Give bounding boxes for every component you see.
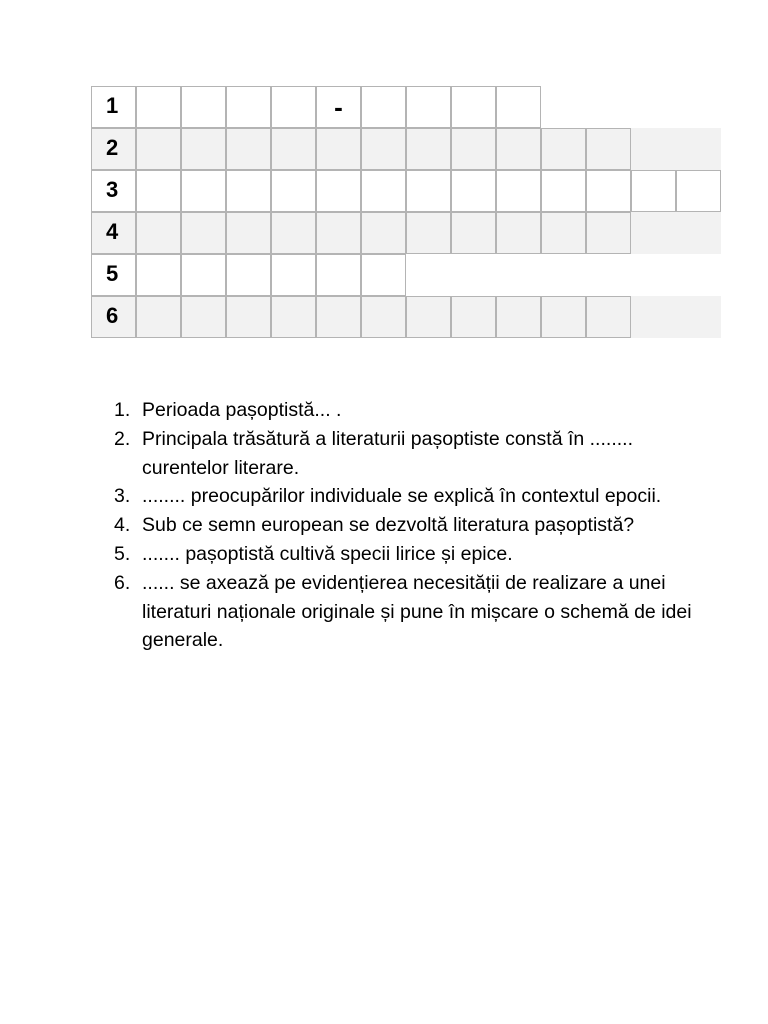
row-number: 6	[91, 296, 136, 338]
row-shading	[676, 128, 721, 170]
crossword-cell[interactable]	[361, 254, 406, 296]
row-shading	[676, 212, 721, 254]
row-number: 3	[91, 170, 136, 212]
clue-text: ....... pașoptistă cultivă specii lirice și epice.	[142, 542, 513, 565]
row-shading	[631, 296, 676, 338]
crossword-cell[interactable]	[451, 128, 496, 170]
clue-text: ...... se axează pe evidențierea necesității de realizare a unei literaturi naționale originale și pune în mișcare o schemă de idei generale.	[142, 571, 692, 652]
crossword-cell[interactable]	[676, 170, 721, 212]
crossword-cell[interactable]	[586, 296, 631, 338]
clue-item	[108, 569, 698, 655]
crossword-cell[interactable]	[451, 212, 496, 254]
crossword-cell[interactable]	[541, 170, 586, 212]
crossword-cell[interactable]	[226, 86, 271, 128]
clue-item	[108, 482, 698, 511]
crossword-cell[interactable]	[361, 86, 406, 128]
row-shading	[676, 296, 721, 338]
crossword-cell[interactable]	[181, 170, 226, 212]
crossword-cell[interactable]	[181, 212, 226, 254]
crossword-cell[interactable]	[406, 128, 451, 170]
row-number: 1	[91, 86, 136, 128]
crossword-cell[interactable]	[136, 86, 181, 128]
crossword-cell[interactable]	[541, 212, 586, 254]
crossword-cell[interactable]	[226, 296, 271, 338]
crossword-cell[interactable]	[181, 296, 226, 338]
crossword-cell[interactable]	[406, 296, 451, 338]
crossword-cell[interactable]	[181, 128, 226, 170]
crossword-cell[interactable]	[136, 254, 181, 296]
crossword-cell[interactable]	[496, 86, 541, 128]
crossword-cell[interactable]	[586, 128, 631, 170]
crossword-cell[interactable]	[181, 86, 226, 128]
clue-number: 4.	[114, 514, 131, 537]
crossword-cell[interactable]	[271, 212, 316, 254]
crossword-cell[interactable]	[181, 254, 226, 296]
crossword-cell[interactable]	[136, 212, 181, 254]
clue-number: 2.	[114, 427, 131, 450]
row-shading	[631, 212, 676, 254]
crossword-cell[interactable]	[271, 254, 316, 296]
crossword-cell[interactable]	[226, 212, 271, 254]
row-number: 5	[91, 254, 136, 296]
row-number: 4	[91, 212, 136, 254]
crossword-cell[interactable]	[271, 296, 316, 338]
clue-number: 5.	[114, 542, 131, 565]
clue-number: 6.	[114, 571, 131, 594]
crossword-cell[interactable]	[496, 212, 541, 254]
crossword-cell[interactable]	[226, 254, 271, 296]
crossword-cell[interactable]	[361, 128, 406, 170]
crossword-cell[interactable]	[361, 170, 406, 212]
crossword-cell[interactable]	[136, 296, 181, 338]
crossword-cell[interactable]	[316, 128, 361, 170]
crossword-cell[interactable]	[586, 212, 631, 254]
crossword-cell[interactable]	[226, 170, 271, 212]
crossword-cell[interactable]	[136, 170, 181, 212]
crossword-cell[interactable]	[496, 296, 541, 338]
crossword-cell[interactable]	[451, 296, 496, 338]
clue-item	[108, 425, 698, 483]
crossword-cell[interactable]	[541, 296, 586, 338]
clue-item	[108, 511, 698, 540]
clue-item	[108, 396, 698, 425]
crossword-cell[interactable]	[496, 170, 541, 212]
clue-text: Principala trăsătură a literaturii pașoptiste constă în ........ curentelor literare.	[142, 427, 633, 479]
crossword-cell[interactable]	[316, 296, 361, 338]
clue-number: 3.	[114, 485, 131, 508]
crossword-cell[interactable]	[451, 86, 496, 128]
crossword-cell[interactable]	[316, 170, 361, 212]
crossword-cell[interactable]	[541, 128, 586, 170]
crossword-cell[interactable]	[316, 254, 361, 296]
crossword-cell[interactable]	[451, 170, 496, 212]
crossword-cell[interactable]	[271, 170, 316, 212]
row-shading	[631, 128, 676, 170]
crossword-cell[interactable]	[316, 212, 361, 254]
crossword-cell[interactable]	[406, 86, 451, 128]
crossword-cell[interactable]	[136, 128, 181, 170]
crossword-cell[interactable]	[406, 170, 451, 212]
crossword-cell[interactable]	[496, 128, 541, 170]
clue-number: 1.	[114, 399, 131, 421]
crossword-cell[interactable]	[586, 170, 631, 212]
crossword-cell[interactable]	[406, 212, 451, 254]
crossword-cell[interactable]	[271, 128, 316, 170]
crossword-cell[interactable]: -	[316, 86, 361, 128]
clue-text: Sub ce semn european se dezvoltă literatura pașoptistă?	[142, 514, 635, 537]
clue-text: Perioada pașoptistă... .	[142, 399, 342, 421]
crossword-cell[interactable]	[361, 296, 406, 338]
crossword-cell[interactable]	[271, 86, 316, 128]
clue-item	[108, 540, 698, 569]
crossword-cell[interactable]	[226, 128, 271, 170]
crossword-cell[interactable]	[361, 212, 406, 254]
crossword-cell[interactable]	[631, 170, 676, 212]
row-number: 2	[91, 128, 136, 170]
clue-list	[108, 396, 698, 655]
clue-text: ........ preocupărilor individuale se explică în contextul epocii.	[142, 485, 662, 508]
